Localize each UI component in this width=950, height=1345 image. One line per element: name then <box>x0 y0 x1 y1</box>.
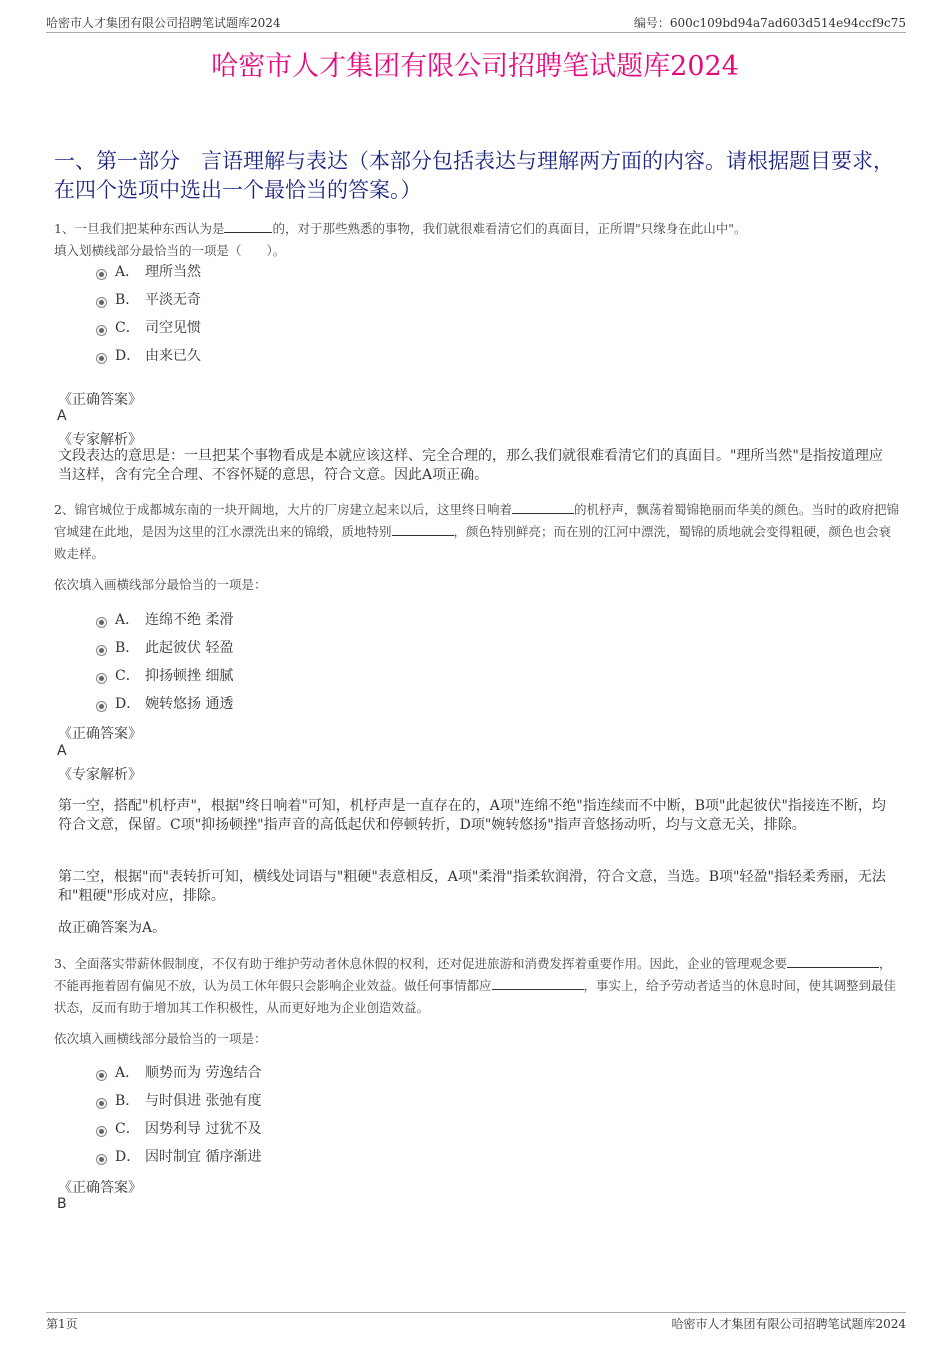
question-2-text-b: 的机杼声，飘荡着蜀锦艳丽而华美的颜色。当时的政府把锦官城建在此地，是因为这里的江水漂洗出来的锦缎，质地特别 <box>54 502 899 539</box>
option-letter: A． <box>115 612 140 628</box>
option-text: 抑扬顿挫 细腻 <box>145 668 234 684</box>
option-letter: D． <box>115 1149 141 1165</box>
question-2-prompt: 依次填入画横线部分最恰当的一项是： <box>54 577 267 592</box>
question-3-text-c: ，事实上，给予劳动者适当的休息时间，使其调整到最佳状态，反而有助于增加其工作积极性，从而更好地为企业创造效益。 <box>54 978 897 1015</box>
q2-option-b[interactable] <box>96 638 233 658</box>
option-text: 与时俱进 张弛有度 <box>145 1093 262 1109</box>
q1-option-b[interactable] <box>96 290 201 310</box>
q3-option-b[interactable] <box>96 1091 261 1111</box>
radio-icon[interactable] <box>96 353 107 364</box>
q1-option-d[interactable] <box>96 346 201 366</box>
question-3-stem <box>54 953 899 1019</box>
option-text: 司空见惯 <box>145 320 201 336</box>
question-1-text-b: 的，对于那些熟悉的事物，我们就很难看清它们的真面目，正所谓"只缘身在此山中"。 <box>272 221 747 236</box>
option-text: 理所当然 <box>145 264 201 280</box>
option-text: 婉转悠扬 通透 <box>145 696 234 712</box>
radio-icon[interactable] <box>96 1098 107 1109</box>
question-3-text-a: 3、全面落实带薪休假制度，不仅有助于维护劳动者休息休假的权利，还对促进旅游和消费发挥着重要作用。因此，企业的管理观念要 <box>54 956 787 971</box>
question-1-prompt: 填入划横线部分最恰当的一项是（ ）。 <box>54 243 286 258</box>
q3-answer-label: 《正确答案》 <box>58 1180 142 1196</box>
q1-option-c[interactable] <box>96 318 201 338</box>
option-letter: B． <box>115 640 140 656</box>
q2-answer-label: 《正确答案》 <box>58 726 142 742</box>
radio-icon[interactable] <box>96 269 107 280</box>
option-letter: B． <box>115 292 140 308</box>
question-2-text-a: 2、锦官城位于成都城东南的一块开阔地，大片的厂房建立起来以后，这里终日响着 <box>54 502 512 517</box>
radio-icon[interactable] <box>96 1126 107 1137</box>
header-serial-number: 编号：600c109bd94a7ad603d514e94ccf9c75 <box>633 16 906 30</box>
question-2-text-c: ，颜色特别鲜亮；而在别的江河中漂洗，蜀锦的质地就会变得粗硬，颜色也会衰败走样。 <box>54 524 892 561</box>
q2-option-d[interactable] <box>96 694 233 714</box>
radio-icon[interactable] <box>96 325 107 336</box>
option-letter: D． <box>115 348 141 364</box>
option-letter: A． <box>115 1065 140 1081</box>
option-text: 因势利导 过犹不及 <box>145 1121 262 1137</box>
radio-icon[interactable] <box>96 1070 107 1081</box>
header-title: 哈密市人才集团有限公司招聘笔试题库2024 <box>46 16 281 30</box>
q1-answer: A <box>57 408 67 424</box>
question-1-text-a: 1、一旦我们把某种东西认为是 <box>54 221 225 236</box>
question-2-stem <box>54 499 899 565</box>
option-letter: C． <box>115 668 140 684</box>
q3-option-c[interactable] <box>96 1119 261 1139</box>
option-text: 此起彼伏 轻盈 <box>145 640 234 656</box>
q1-analysis: 文段表达的意思是：一旦把某个事物看成是本就应该这样、完全合理的，那么我们就很难看清它们的真面目。"理所当然"是指按道理应当这样，含有完全合理、不容怀疑的意思，符合文意。因此A项正确。 <box>58 448 883 483</box>
q2-option-a[interactable] <box>96 610 233 630</box>
question-1-stem <box>54 218 899 262</box>
q2-answer: A <box>57 743 67 759</box>
q1-analysis-label: 《专家解析》 <box>58 432 142 448</box>
radio-icon[interactable] <box>96 645 107 656</box>
radio-icon[interactable] <box>96 1154 107 1165</box>
option-letter: C． <box>115 320 140 336</box>
question-3-text-b: ，不能再拖着固有偏见不放，认为员工休年假只会影响企业效益。做任何事情都应 <box>54 956 892 993</box>
q3-option-d[interactable] <box>96 1147 261 1167</box>
option-text: 因时制宜 循序渐进 <box>145 1149 262 1165</box>
fill-blank <box>512 500 574 514</box>
q2-option-c[interactable] <box>96 666 233 686</box>
option-letter: B． <box>115 1093 140 1109</box>
radio-icon[interactable] <box>96 617 107 628</box>
option-text: 连绵不绝 柔滑 <box>145 612 234 628</box>
q2-analysis-1: 第一空，搭配"机杼声"，根据"终日响着"可知，机杼声是一直存在的，A项"连绵不绝"指连续而不中断，B项"此起彼伏"指接连不断，均符合文意，保留。C项"抑扬顿挫"指声音的高低起伏和停顿转折，D项"婉转悠扬"指声音悠扬动听，均与文意无关，排除。 <box>58 798 886 833</box>
q1-answer-label: 《正确答案》 <box>58 392 142 408</box>
question-3-prompt: 依次填入画横线部分最恰当的一项是： <box>54 1031 267 1046</box>
q2-analysis-2: 第二空，根据"而"表转折可知，横线处词语与"粗硬"表意相反，A项"柔滑"指柔软润滑，符合文意，当选。B项"轻盈"指轻柔秀丽，无法和"粗硬"形成对应，排除。 <box>58 869 886 904</box>
radio-icon[interactable] <box>96 297 107 308</box>
radio-icon[interactable] <box>96 673 107 684</box>
option-text: 由来已久 <box>145 348 201 364</box>
q2-analysis-3: 故正确答案为A。 <box>58 920 167 936</box>
fill-blank <box>787 954 879 968</box>
footer-title: 哈密市人才集团有限公司招聘笔试题库2024 <box>671 1317 906 1331</box>
radio-icon[interactable] <box>96 701 107 712</box>
fill-blank <box>492 976 584 990</box>
document-title: 哈密市人才集团有限公司招聘笔试题库2024 <box>211 51 739 82</box>
option-text: 平淡无奇 <box>145 292 201 308</box>
q3-option-a[interactable] <box>96 1063 261 1083</box>
option-text: 顺势而为 劳逸结合 <box>145 1065 262 1081</box>
section-heading: 一、第一部分 言语理解与表达（本部分包括表达与理解两方面的内容。请根据题目要求，在四个选项中选出一个最恰当的答案。） <box>54 149 894 202</box>
option-letter: C． <box>115 1121 140 1137</box>
option-letter: D． <box>115 696 141 712</box>
fill-blank <box>392 522 454 536</box>
page-footer <box>46 1312 906 1331</box>
q2-analysis-label: 《专家解析》 <box>58 767 142 783</box>
page-header <box>46 14 906 33</box>
page-number: 第1页 <box>46 1317 78 1331</box>
q3-answer: B <box>57 1196 67 1212</box>
fill-blank <box>224 219 272 233</box>
q1-option-a[interactable] <box>96 262 201 282</box>
option-letter: A． <box>115 264 140 280</box>
